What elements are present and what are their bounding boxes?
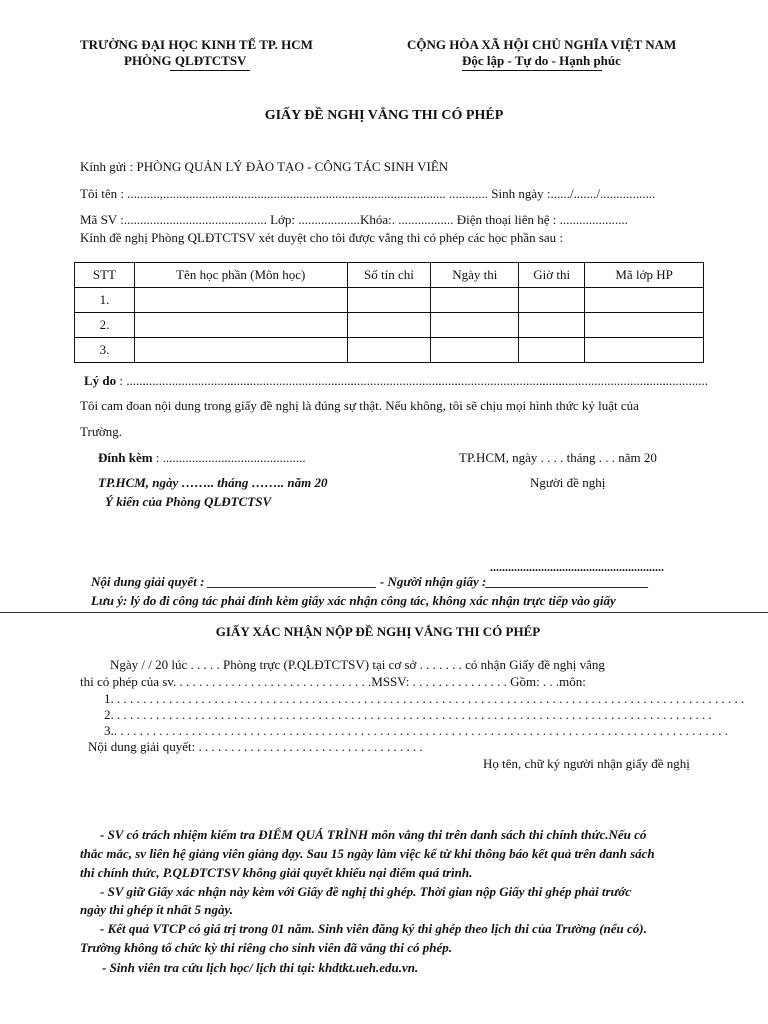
note-3-line-2: Trường không tổ chức kỳ thi riêng cho sinh viên đã vắng thi có phép. xyxy=(80,940,453,955)
receipt-item-2: 2. . . . . . . . . . . . . . . . . . . . . . . . . . . . . . . . . . . . . . . . . . . . . . . . . . . . . . . . . . . . . . . . . . . . . . . . . . . . . . . . . . . . . . . . . . . . . xyxy=(104,707,712,722)
note-line: Lưu ý: lý do đi công tác phải đính kèm giấy xác nhận công tác, không xác nhận trực tiếp vào giấy xyxy=(91,593,616,608)
note-2-line-1: - SV giữ Giấy xác nhận này kèm với Giấy đề nghị thi ghép. Thời gian nộp Giấy thi ghép phải trước xyxy=(100,884,632,899)
exam-date-cell[interactable] xyxy=(431,313,519,338)
header-cell: Ngày thi xyxy=(431,263,519,288)
name-birth-line: Tôi tên : ..........,....................................................................................... ............ Sinh ngày :....../......./................. xyxy=(80,186,656,201)
header-underline-left xyxy=(170,70,250,71)
header-underline-right xyxy=(462,70,602,71)
note-1-line-2: thắc mắc, sv liên hệ giảng viên giảng dạy. Sau 15 ngày làm việc kể từ khi thông báo kết quả trên danh sách xyxy=(80,846,655,861)
date-left: TP.HCM, ngày …….. tháng …….. năm 20 xyxy=(98,475,328,490)
note-1-line-3: thi chính thức, P.QLĐTCTSV không giải quyết khiếu nại điểm quá trình. xyxy=(80,865,473,880)
class-code-cell[interactable] xyxy=(585,313,704,338)
table-header-row xyxy=(75,263,704,288)
addressee-line: Kính gửi : PHÒNG QUẢN LÝ ĐÀO TẠO - CÔNG TÁC SINH VIÊN xyxy=(80,159,449,174)
row-number: 1. xyxy=(75,288,135,313)
note-1-line-1: - SV có trách nhiệm kiểm tra ĐIỂM QUÁ TRÌNH môn vắng thi trên danh sách thi chính thức.Nếu có xyxy=(100,827,647,842)
credits-cell[interactable] xyxy=(347,288,431,313)
office-name: PHÒNG QLĐTCTSV xyxy=(124,53,247,68)
credits-cell[interactable] xyxy=(347,313,431,338)
resolution-line: Nội dung giải quyết : __________________________ - Người nhận giấy :_________________________ xyxy=(91,574,649,589)
exam-date-cell[interactable] xyxy=(431,338,519,363)
exam-time-cell[interactable] xyxy=(519,338,585,363)
header-cell: Tên học phần (Môn học) xyxy=(134,263,347,288)
table-row xyxy=(75,313,704,338)
course-table xyxy=(74,262,704,363)
motto: Độc lập - Tự do - Hạnh phúc xyxy=(462,53,621,68)
reason-line xyxy=(84,373,708,389)
course-name-cell[interactable] xyxy=(134,338,347,363)
header-cell: Số tín chỉ xyxy=(347,263,431,288)
class-code-cell[interactable] xyxy=(585,338,704,363)
request-line: Kính đề nghị Phòng QLĐTCTSV xét duyệt cho tôi được vắng thi có phép các học phần sau : xyxy=(80,230,564,245)
receipt-title: GIẤY XÁC NHẬN NỘP ĐỀ NGHỊ VẮNG THI CÓ PHÉP xyxy=(215,624,541,639)
signature-dots: .......................................................... xyxy=(490,560,664,574)
note-2-line-2: ngày thi ghép ít nhất 5 ngày. xyxy=(80,902,234,917)
receipt-resolution: Nội dung giải quyết: . . . . . . . . . . . . . . . . . . . . . . . . . . . . . . . . . . . xyxy=(88,739,423,754)
receipt-line-2: thi có phép của sv. . . . . . . . . . . . . . . . . . . . . . . . . . . . . . .MSSV: . . . . . . . . . . . . . . . Gồm: . . .môn: xyxy=(80,674,586,689)
note-3-line-1: - Kết quả VTCP có giá trị trong 01 năm. Sinh viên đăng ký thi ghép theo lịch thi của Trường (nếu có). xyxy=(100,921,647,936)
credits-cell[interactable] xyxy=(347,338,431,363)
class-code-cell[interactable] xyxy=(585,288,704,313)
receipt-line-1: Ngày / / 20 lúc . . . . . Phòng trực (P.QLĐTCTSV) tại cơ sở . . . . . . . có nhận Giấy đề nghị vắng xyxy=(110,657,605,672)
student-id-line: Mã SV :............................................ Lớp: ...................Khóa:. ................. Điện thoại liên hệ : ..................... xyxy=(80,212,628,227)
section-divider xyxy=(0,612,768,613)
exam-time-cell[interactable] xyxy=(519,288,585,313)
receipt-signature-label: Họ tên, chữ ký người nhận giấy đề nghị xyxy=(483,756,690,771)
course-name-cell[interactable] xyxy=(134,288,347,313)
commitment-line-2: Trường. xyxy=(80,424,122,439)
attachment-dots[interactable]: : ............................................ xyxy=(152,450,306,465)
attachment-label: Đính kèm xyxy=(98,450,153,465)
office-opinion-label: Ý kiến của Phòng QLĐTCTSV xyxy=(105,494,272,509)
school-name: TRƯỜNG ĐẠI HỌC KINH TẾ TP. HCM xyxy=(80,37,313,52)
receipt-item-1: 1. . . . . . . . . . . . . . . . . . . . . . . . . . . . . . . . . . . . . . . . . . . . . . . . . . . . . . . . . . . . . . . . . . . . . . . . . . . . . . . . . . . . . . . . . . . . . . . . . . xyxy=(104,691,745,706)
table-row xyxy=(75,338,704,363)
table-row xyxy=(75,288,704,313)
row-number: 3. xyxy=(75,338,135,363)
reason-label: Lý do xyxy=(84,373,117,388)
course-name-cell[interactable] xyxy=(134,313,347,338)
header-cell: Mã lớp HP xyxy=(585,263,704,288)
receipt-item-3: 3.. . . . . . . . . . . . . . . . . . . . . . . . . . . . . . . . . . . . . . . . . . . . . . . . . . . . . . . . . . . . . . . . . . . . . . . . . . . . . . . . . . . . . . . . . . . . . . . xyxy=(104,723,728,738)
note-4: - Sinh viên tra cứu lịch học/ lịch thi tại: khdtkt.ueh.edu.vn. xyxy=(102,960,419,975)
date-right: TP.HCM, ngày . . . . tháng . . . năm 20 xyxy=(459,450,657,465)
header-cell: STT xyxy=(75,263,135,288)
form-title: GIẤY ĐỀ NGHỊ VẮNG THI CÓ PHÉP xyxy=(264,108,504,123)
exam-time-cell[interactable] xyxy=(519,313,585,338)
requester-label: Người đề nghị xyxy=(530,475,606,490)
commitment-line-1: Tôi cam đoan nội dung trong giấy đề nghị là đúng sự thật. Nếu không, tôi sẽ chịu mọi hình thức kỷ luật của xyxy=(80,398,639,413)
exam-date-cell[interactable] xyxy=(431,288,519,313)
attachment-line xyxy=(98,450,306,466)
header-cell: Giờ thi xyxy=(519,263,585,288)
country-name: CỘNG HÒA XÃ HỘI CHỦ NGHĨA VIỆT NAM xyxy=(407,37,677,52)
row-number: 2. xyxy=(75,313,135,338)
reason-dots[interactable]: : ................................................................................................................................................................................... xyxy=(116,373,709,388)
